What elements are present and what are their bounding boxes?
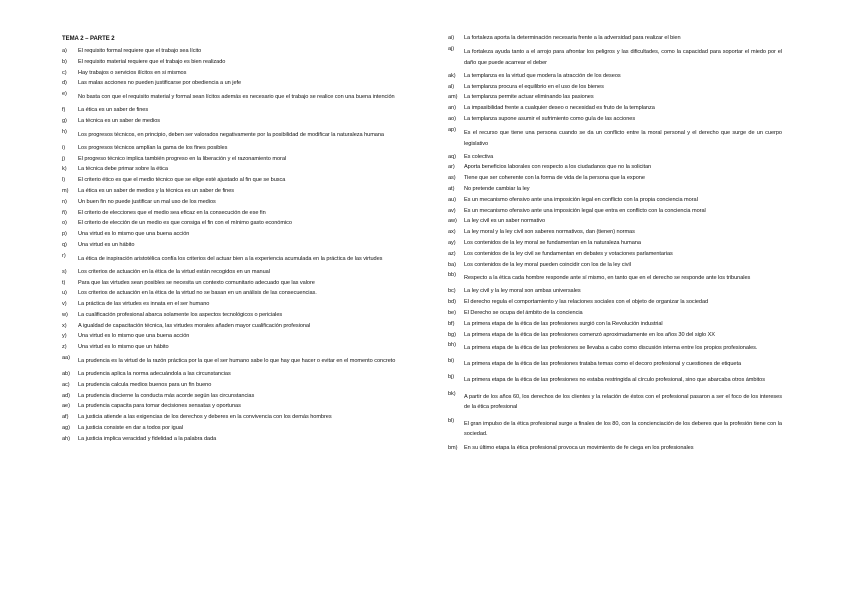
item-label: ah) [62, 435, 70, 442]
list-item [62, 345, 412, 351]
list-item [448, 117, 782, 123]
item-text: La prudencia discierne la conducta más acorde según las circunstancias [78, 392, 255, 399]
list-item [62, 426, 412, 432]
item-label: as) [448, 175, 456, 182]
item-label: g) [62, 118, 67, 124]
item-label: am) [448, 94, 458, 101]
list-item [62, 437, 412, 443]
item-text: En su último etapa la ética profesional provoca un movimiento de fe ciega en los profesionales [464, 444, 694, 451]
list-item [62, 167, 412, 173]
item-text: Los contenidos de la ley moral se fundamentan en la naturaleza humana [464, 239, 641, 246]
list-item [448, 155, 782, 161]
list-item [448, 74, 782, 80]
list-item [62, 243, 412, 249]
item-text: Aporta beneficios laborales con respecto a los ciudadanos que no la solicitan [464, 164, 652, 171]
item-text: Los progresos técnicos, en principio, deben ser valorados negativamente por la posibilidad de modificar la naturaleza humana [78, 131, 384, 138]
item-label: bl) [448, 417, 455, 424]
item-text: La prudencia capacita para tomar decisiones sensatas y oportunas [78, 403, 241, 410]
item-label: bc) [448, 288, 456, 295]
item-text: La ley civil es un saber normativo [464, 218, 546, 225]
item-text: Los contenidos de la ley civil se fundamentan en debates y votaciones parlamentarias [464, 250, 673, 257]
list-item [448, 230, 782, 236]
list-item [62, 157, 412, 163]
item-label: m) [62, 188, 69, 194]
item-text: Hay trabajos o servicios ilícitos en si mismos [78, 69, 187, 76]
item-text: La templanza permite actuar eliminando las pasiones [464, 94, 594, 101]
item-text: La justicia atiende a las exigencias de los derechos y deberes en la convivencia con los demás hombres [78, 414, 332, 421]
list-item [62, 324, 412, 330]
item-text: No basta con que el requisito material y formal sean lícitos además es necesario que el trabajo se realice con una buena intención [78, 94, 395, 101]
document-title: TEMA 2 – PARTE 2 [62, 36, 115, 42]
item-text: Los progresos técnicos amplían la gama de los fines posibles [78, 144, 228, 151]
item-label: bm) [448, 444, 458, 451]
item-text: Los contenidos de la ley moral pueden coincidir con los de la ley civil [464, 261, 631, 268]
list-item [62, 372, 412, 378]
item-label: y) [62, 333, 67, 340]
item-text: Es el recurso que tiene una persona cuando se da un conflicto entre la moral personal y el derecho que surge de un cuerpo legislativo [464, 129, 782, 147]
item-text: Los criterios de actuación en la ética de la virtud están recogidos en un manual [78, 268, 270, 275]
list-item [448, 359, 782, 370]
item-text: La primera etapa de la ética de las profesiones trataba temas como el decoro profesional y cuestiones de etiqueta [464, 361, 742, 368]
item-text: Una virtud es lo mismo que una buena acción [78, 333, 190, 340]
item-label: ay) [448, 239, 456, 246]
list-item [448, 289, 782, 295]
list-item [448, 47, 782, 69]
list-item [62, 281, 412, 287]
item-text: La primera etapa de la ética de las profesiones se llevaba a cabo como discusión interna entre los propios profesionales. [464, 345, 758, 352]
item-text: La primera etapa de la ética de las profesiones comenzó aproximadamente en los años 30 del siglo XX [464, 331, 715, 338]
list-item [62, 221, 412, 227]
list-item [62, 130, 412, 141]
item-text: El requisito formal requiere que el trabajo sea lícito [78, 48, 202, 54]
item-label: bj) [448, 374, 455, 381]
list-item [448, 198, 782, 204]
list-item [62, 254, 412, 265]
list-item [62, 211, 412, 217]
item-label: ñ) [62, 209, 67, 216]
item-text: Para que las virtudes sean posibles se necesita un contexto comunitario adecuado que las valore [78, 279, 315, 286]
list-item [62, 394, 412, 400]
item-text: La ley moral y la ley civil son saberes normativos, dan (tienen) normas [464, 229, 635, 236]
list-item [448, 95, 782, 101]
item-text: La justicia implica veracidad y fidelidad a la palabra dada [78, 435, 217, 442]
item-label: bh) [448, 342, 456, 349]
list-item [62, 81, 412, 87]
item-text: A partir de los años 60, los derechos de los clientes y la relación de éstos con el profesional pasaron a ser el foco de los intereses de la ética profesional [464, 393, 782, 411]
item-label: at) [448, 186, 455, 193]
item-label: j) [62, 155, 66, 162]
list-item [62, 356, 412, 367]
item-label: ag) [62, 425, 70, 432]
item-text: El derecho regula el comportamiento y las relaciones sociales con el objeto de organizar la sociedad [464, 299, 709, 306]
list-item [62, 200, 412, 206]
item-text: Es un mecanismo ofensivo ante una imposición legal que entra en conflicto con la conciencia moral [464, 207, 706, 214]
item-label: o) [62, 220, 67, 227]
list-item [448, 209, 782, 215]
item-label: t) [62, 279, 66, 286]
item-text: Los criterios de actuación en la ética de la virtud no se basan en un análisis de las consecuencias. [78, 290, 317, 297]
item-label: ak) [448, 72, 456, 79]
list-item [448, 187, 782, 193]
item-label: u) [62, 290, 67, 297]
item-label: z) [62, 344, 67, 351]
item-label: av) [448, 207, 456, 214]
item-label: v) [62, 301, 67, 308]
list-item [62, 404, 412, 410]
item-label: ba) [448, 261, 456, 268]
item-text: Es colectiva [464, 153, 494, 160]
list-item [62, 49, 412, 55]
list-item [448, 311, 782, 317]
item-text: La práctica de las virtudes es innata en el ser humano [78, 301, 210, 308]
item-label: ap) [448, 126, 456, 133]
list-item [62, 302, 412, 308]
list-item [62, 108, 412, 114]
list-item [448, 446, 782, 452]
item-text: La ética es un saber de medios y la técnica es un saber de fines [78, 188, 235, 194]
item-label: al) [448, 83, 455, 90]
item-text: El requisito material requiere que el trabajo es bien realizado [78, 58, 226, 65]
item-text: El criterio de elecciones que el medio sea eficaz en la consecución de ese fin [78, 209, 266, 216]
item-label: aa) [62, 355, 70, 362]
item-text: La técnica es un saber de medios [78, 118, 161, 124]
list-item [448, 419, 782, 441]
item-label: s) [62, 268, 67, 275]
item-text: Es un mecanismo ofensivo ante una imposición legal en conflicto con la propia conciencia moral [464, 196, 698, 203]
item-label: au) [448, 196, 456, 203]
item-label: a) [62, 48, 67, 54]
item-label: aq) [448, 153, 456, 160]
list-item [448, 165, 782, 171]
question-list-left [62, 49, 412, 442]
item-text: Las malas acciones no pueden justificarse por obediencia a un jefe [78, 80, 242, 87]
item-label: az) [448, 250, 456, 257]
list-item [62, 270, 412, 276]
list-item [448, 241, 782, 247]
item-label: ab) [62, 371, 70, 378]
item-text: La ética de inspiración aristotélica confía los criterios del actuar bien a la experiencia acumulada en la práctica de las virtudes [78, 255, 383, 262]
item-text: La fortaleza ayuda tanto a el arrojo para afrontar los peligros y las dificultades, como la capacidad para soportar el miedo por el daño que puede acarrear el deber [464, 48, 782, 66]
item-label: i) [62, 144, 66, 151]
item-label: bk) [448, 390, 456, 397]
item-text: Una virtud es lo mismo que una buena acción [78, 231, 190, 238]
item-label: ar) [448, 164, 455, 171]
item-label: w) [62, 311, 68, 318]
item-label: bg) [448, 331, 456, 338]
list-item [62, 146, 412, 152]
item-text: La fortaleza aporta la determinación necesaria frente a la adversidad para realizar el bien [464, 35, 681, 41]
item-label: bi) [448, 358, 455, 365]
item-text: El criterio ético es que el medio técnico que se elige esté ajustado al fin que se busca [78, 177, 286, 184]
item-label: bf) [448, 320, 455, 327]
item-label: ac) [62, 381, 70, 388]
item-label: ax) [448, 229, 456, 236]
list-item [62, 313, 412, 319]
item-label: e) [62, 91, 67, 98]
list-item [448, 375, 782, 386]
item-text: No pretende cambiar la ley [464, 186, 530, 193]
item-text: Un buen fin no puede justificar un mal uso de los medios [78, 198, 216, 205]
list-item [448, 219, 782, 225]
item-label: af) [62, 414, 69, 421]
item-label: bb) [448, 272, 456, 279]
item-label: l) [62, 177, 66, 184]
item-label: h) [62, 128, 67, 135]
question-list-right [448, 36, 782, 451]
right-column [448, 36, 782, 456]
item-label: ai) [448, 35, 455, 41]
item-label: b) [62, 58, 67, 65]
item-text: La templanza es la virtud que modera la atracción de los deseos [464, 72, 621, 79]
item-label: aj) [448, 45, 455, 52]
item-text: La primera etapa de la ética de las profesiones no estaba restringida al círculo profesional, sino que abarcaba otros ámbitos [464, 377, 765, 384]
list-item [62, 178, 412, 184]
item-text: Una virtud es un hábito [78, 241, 135, 248]
item-label: bd) [448, 299, 456, 306]
left-column [62, 36, 412, 448]
item-text: La ética es un saber de fines [78, 107, 149, 114]
list-item [62, 232, 412, 238]
item-label: k) [62, 166, 67, 173]
item-text: La prudencia es la virtud de la razón práctica por la que el ser humano sabe lo que hay que hacer o evitar en el momento concreto [78, 358, 396, 365]
list-item [448, 333, 782, 339]
item-text: La prudencia aplica la norma adecuándola a las circunstancias [78, 371, 231, 378]
list-item [448, 273, 782, 284]
item-text: La impasibilidad frente a cualquier deseo o necesidad es fruto de la templanza [464, 105, 655, 112]
list-item [62, 334, 412, 340]
list-item [62, 415, 412, 421]
item-text: La cualificación profesional abarca solamente los aspectos tecnológicos o periciales [78, 311, 283, 318]
list-item [62, 92, 412, 103]
item-label: r) [62, 252, 66, 259]
item-label: aw) [448, 218, 457, 225]
item-label: be) [448, 309, 456, 316]
list-item [448, 392, 782, 414]
item-label: q) [62, 241, 67, 248]
list-item [62, 383, 412, 389]
item-label: ad) [62, 392, 70, 399]
item-text: La templanza supone asumir el sufrimiento como guía de las acciones [464, 115, 636, 122]
list-item [62, 119, 412, 125]
list-item [62, 71, 412, 77]
item-text: El progreso técnico implica también progreso en la liberación y el razonamiento moral [78, 155, 287, 162]
list-item [62, 291, 412, 297]
list-item [448, 252, 782, 258]
item-text: Tiene que ser coherente con la forma de vida de la persona que la expone [464, 175, 645, 182]
item-text: La templanza procura el equilibrio en el uso de los bienes [464, 83, 604, 90]
item-text: Una virtud es lo mismo que un hábito [78, 344, 169, 351]
item-label: n) [62, 198, 67, 205]
item-text: Respecto a la ética cada hombre responde ante sí mismo, en tanto que en el derecho se responde ante los tribunales [464, 275, 751, 282]
list-item [448, 263, 782, 269]
item-label: f) [62, 107, 66, 114]
list-item [448, 343, 782, 354]
item-label: d) [62, 80, 67, 87]
list-item [448, 128, 782, 150]
list-item [448, 322, 782, 328]
item-text: El criterio de elección de un medio es que consiga el fin con el mínimo gasto económico [78, 220, 292, 227]
list-item [448, 300, 782, 306]
item-label: ao) [448, 115, 456, 122]
item-text: El Derecho se ocupa del ámbito de la conciencia [464, 309, 583, 316]
item-text: La prudencia calcula medios buenos para un fin bueno [78, 381, 212, 388]
list-item [448, 176, 782, 182]
item-text: La técnica debe primar sobre la ética [78, 166, 168, 173]
list-item [448, 36, 782, 42]
item-label: p) [62, 231, 67, 238]
list-item [62, 60, 412, 66]
item-text: A igualdad de capacitación técnica, las virtudes morales añaden mayor cualificación profesional [78, 322, 311, 329]
item-label: c) [62, 69, 67, 76]
list-item [62, 189, 412, 195]
item-text: El gran impulso de la ética profesional surge a finales de los 80, con la concienciación de los deberes que la profesión tiene con la sociedad. [464, 420, 782, 438]
item-text: La ley civil y la ley moral son ambas universales [464, 288, 581, 295]
list-item [448, 106, 782, 112]
item-label: ae) [62, 403, 70, 410]
item-label: an) [448, 105, 456, 112]
list-item [448, 85, 782, 91]
item-text: La justicia consiste en dar a todos por igual [78, 425, 184, 432]
item-text: La primera etapa de la ética de las profesiones surgió con la Revolución industrial [464, 320, 663, 327]
item-label: x) [62, 322, 67, 329]
